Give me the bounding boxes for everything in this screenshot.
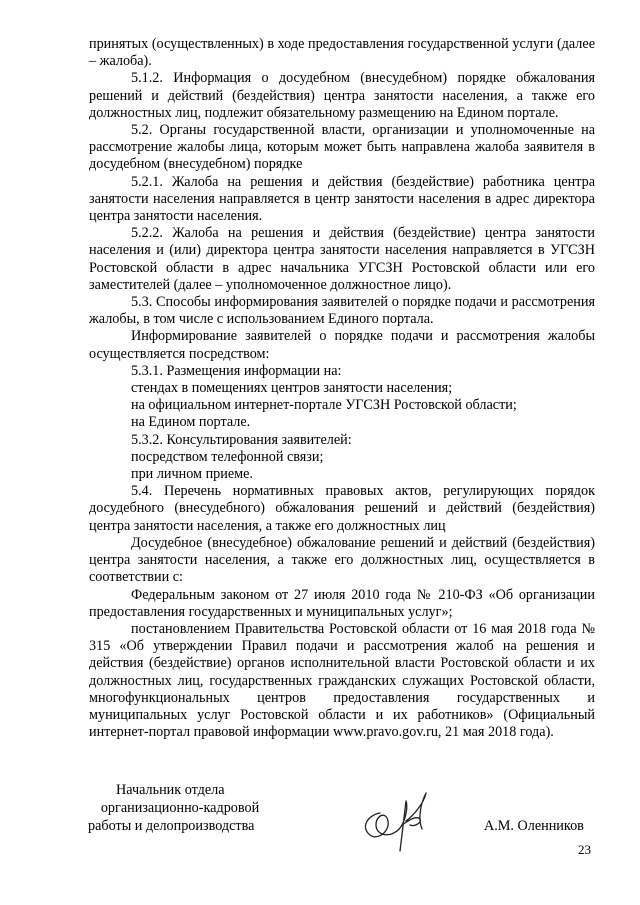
paragraph-5-4: 5.4. Перечень нормативных правовых актов, регулирующих порядок досудебного (внесудебного) обжалования решений и действий (бездействия) центра занятости населения, а также его должностных лиц xyxy=(89,483,595,534)
list-item-unified-portal: на Едином портале. xyxy=(131,414,251,431)
paragraph-federal-law: Федеральным законом от 27 июля 2010 года № 210-ФЗ «Об организации предоставления государственных и муниципальных услуг»; xyxy=(89,586,595,620)
signer-title-block xyxy=(80,781,280,835)
page-number: 23 xyxy=(578,842,591,857)
paragraph-5-1-2: 5.1.2. Информация о досудебном (внесудебном) порядке обжалования решений и действий (бездействия) центра занятости населения, а также его должностных лиц, подлежит обязательному размещению на Едином портале. xyxy=(89,70,595,121)
paragraph-5-3-1: 5.3.1. Размещения информации на: xyxy=(131,362,342,379)
paragraph-continuation: принятых (осуществленных) в ходе предоставления государственной услуги (далее – жалоба). xyxy=(89,36,595,70)
signer-name: А.М. Оленников xyxy=(484,818,584,834)
paragraph-5-3-2: 5.3.2. Консультирования заявителей: xyxy=(131,431,352,448)
paragraph-informing: Информирование заявителей о порядке подачи и рассмотрения жалобы осуществляется посредством: xyxy=(89,328,595,362)
paragraph-5-2-2: 5.2.2. Жалоба на решения и действия (бездействие) центра занятости населения и (или) директора центра занятости населения направляется в УГСЗН Ростовской области в адрес начальника УГСЗН Ростовской области или его заместителей (далее – уполномоченное должностное лицо). xyxy=(89,225,595,293)
paragraph-appeal: Досудебное (внесудебное) обжалование решений и действий (бездействия) центра занятости населения, а также его должностных лиц, осуществляется в соответствии с: xyxy=(89,534,595,586)
list-item-stands: стендах в помещениях центров занятости населения; xyxy=(131,380,453,397)
list-item-phone: посредством телефонной связи; xyxy=(131,448,324,465)
list-item-personal: при личном приеме. xyxy=(131,466,253,483)
signer-title-line-1: Начальник отдела xyxy=(116,782,225,798)
signer-title-line-2: организационно-кадровой xyxy=(100,800,260,816)
list-item-official-portal: на официальном интернет-портале УГСЗН Ростовской области; xyxy=(131,397,517,414)
handwritten-signature xyxy=(350,785,440,857)
paragraph-resolution: постановлением Правительства Ростовской области от 16 мая 2018 года № 315 «Об утверждении Правил подачи и рассмотрения жалоб на решения и действия (бездействие) органов исполнительной власти Ростовской области и их должностных лиц, государственных гражданских служащих Ростовской области, многофункциональных центров предоставления государственных и муниципальных услуг Ростовской области и их работников» (Официальный интернет-портал правовой информации www.pravo.gov.ru, 21 мая 2018 года). xyxy=(89,620,595,741)
signer-title-line-3: работы и делопроизводства xyxy=(88,818,255,834)
paragraph-5-2: 5.2. Органы государственной власти, организации и уполномоченные на рассмотрение жалобы лица, которым может быть направлена жалоба заявителя в досудебном (внесудебном) порядке xyxy=(89,122,595,173)
paragraph-5-3: 5.3. Способы информирования заявителей о порядке подачи и рассмотрения жалобы, в том числе с использованием Единого портала. xyxy=(89,294,595,328)
paragraph-5-2-1: 5.2.1. Жалоба на решения и действия (бездействие) работника центра занятости населения направляется в центр занятости населения в адрес директора центра занятости населения. xyxy=(89,173,595,225)
document-body xyxy=(89,36,595,741)
